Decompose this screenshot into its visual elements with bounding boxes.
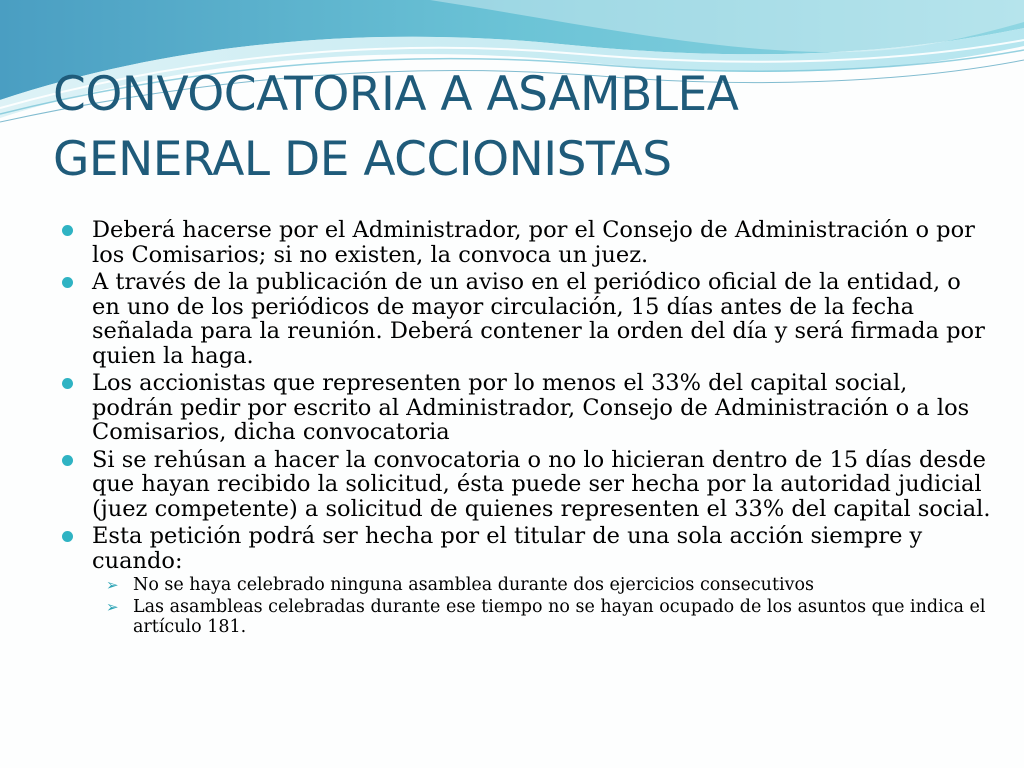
bullet-list [62,218,992,637]
bullet-text: Los accionistas que representen por lo menos el 33% del capital social, podrán pedir por escrito al Administrador, Consejo de Administración o a los Comisarios, dicha convocatoria [92,370,970,445]
sub-bullet-item [92,575,992,595]
bullet-item [62,218,992,267]
bullet-dot-icon [62,455,73,466]
chevron-right-arrow-icon: ➢ [106,576,119,594]
bullet-dot-icon [62,225,73,236]
bullet-item [62,270,992,368]
slide-title [53,62,993,192]
bullet-dot-icon [62,277,73,288]
sub-bullet-list [92,575,992,637]
sub-bullet-item [92,597,992,637]
bullet-dot-icon [62,378,73,389]
bullet-text: Esta petición podrá ser hecha por el titular de una sola acción siempre y cuando: [92,523,923,574]
sub-bullet-text: Las asambleas celebradas durante ese tiempo no se hayan ocupado de los asuntos que indica el artículo 181. [133,597,986,637]
sub-bullet-text: No se haya celebrado ninguna asamblea durante dos ejercicios consecutivos [133,575,814,595]
bullet-item [62,448,992,522]
slide-title-line-2: GENERAL DE ACCIONISTAS [53,132,672,187]
chevron-right-arrow-icon: ➢ [106,598,119,616]
bullet-item [62,524,992,637]
slide-title-line-1: CONVOCATORIA A ASAMBLEA [53,67,739,122]
bullet-dot-icon [62,531,73,542]
bullet-item [62,371,992,445]
bullet-text: Deberá hacerse por el Administrador, por el Consejo de Administración o por los Comisarios; si no existen, la convoca un juez. [92,217,975,268]
bullet-text: Si se rehúsan a hacer la convocatoria o no lo hicieran dentro de 15 días desde que hayan recibido la solicitud, ésta puede ser hecha por la autoridad judicial (juez competente) a solicitud de quienes representen el 33% del capital social. [92,446,991,522]
slide-body [62,218,992,640]
bullet-text: A través de la publicación de un aviso en el periódico oficial de la entidad, o en uno de los periódicos de mayor circulación, 15 días antes de la fecha señalada para la reunión. Deberá contener la orden del día y será firmada por quien la haga. [92,269,985,369]
